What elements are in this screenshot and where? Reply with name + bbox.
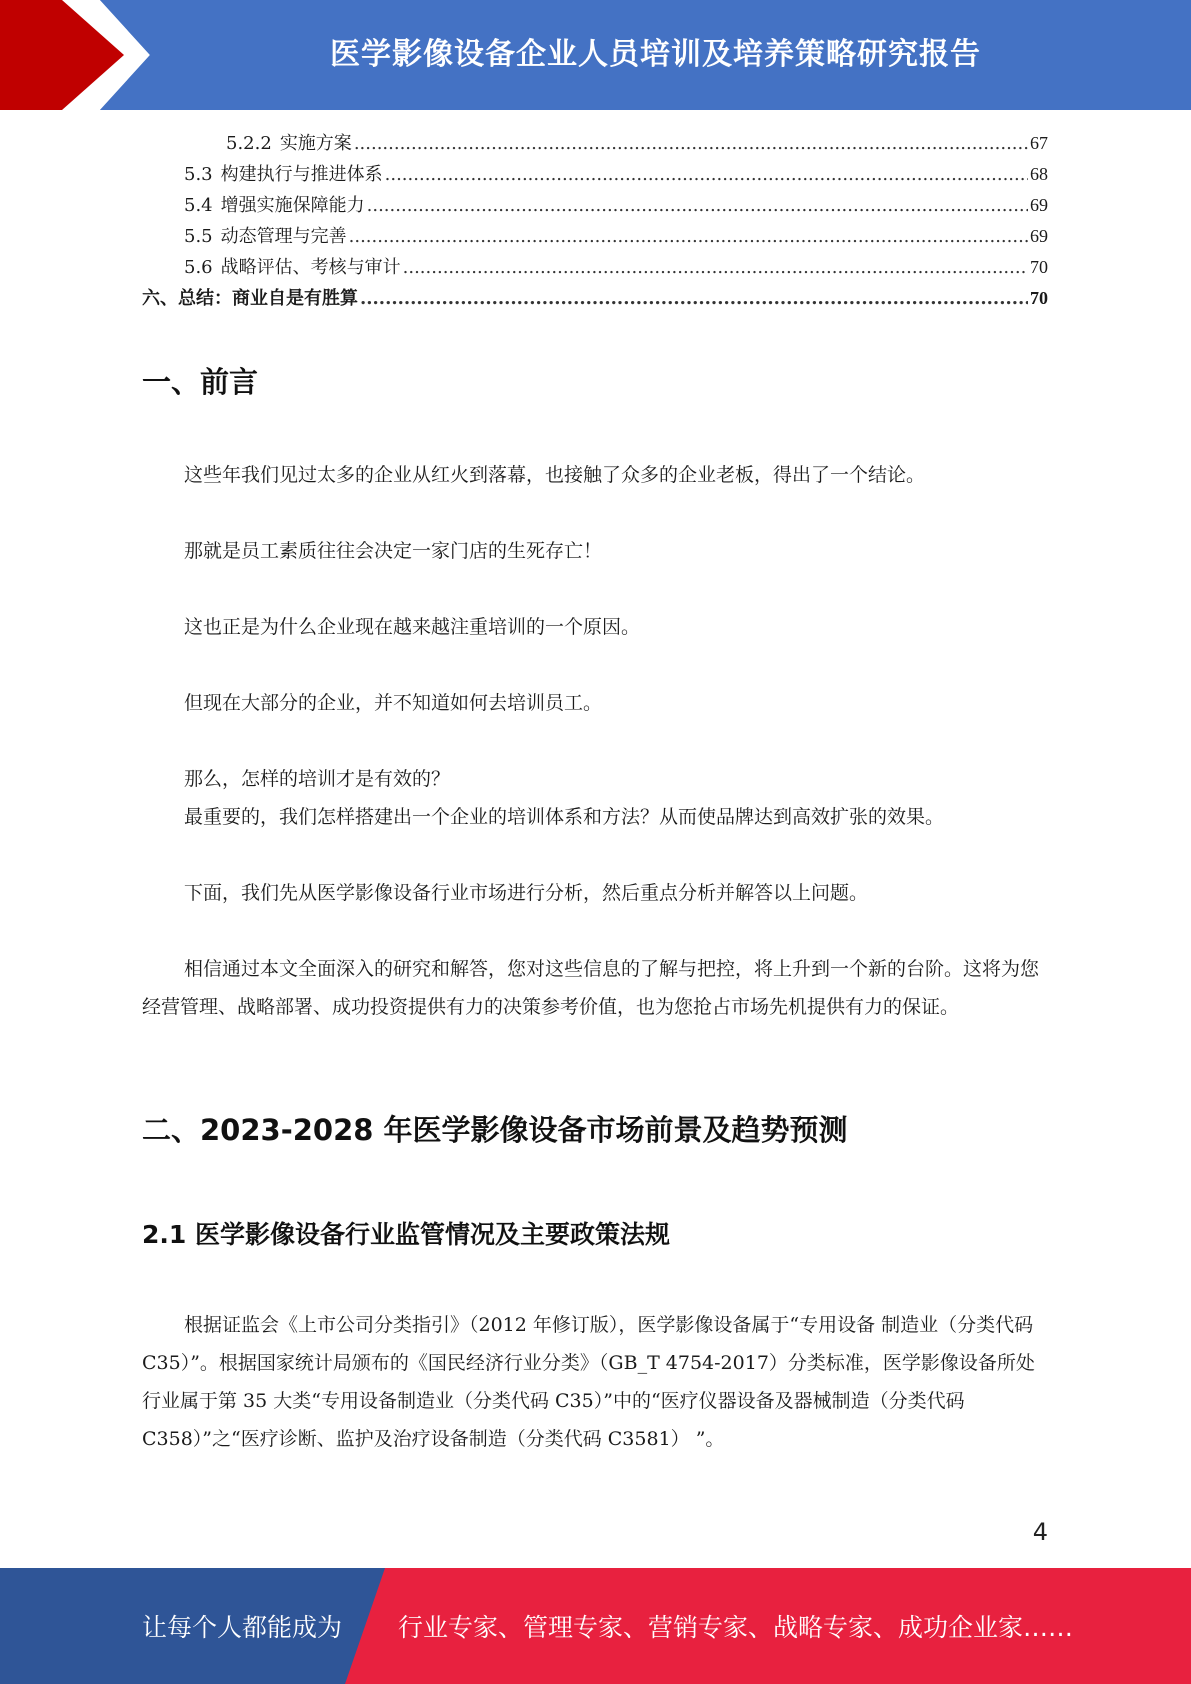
toc-entry[interactable]: [142, 190, 1048, 221]
toc-leader-dots: [367, 190, 1028, 221]
footer-slogan-left: 让每个人都能成为: [142, 1613, 343, 1642]
subsection-heading: 2.1 医学影像设备行业监管情况及主要政策法规: [142, 1220, 670, 1249]
toc-entry[interactable]: [142, 283, 1048, 314]
body-paragraph: 那就是员工素质往往会决定一家门店的生死存亡！: [184, 540, 603, 562]
toc-entry-label: 增强实施保障能力: [220, 195, 365, 216]
section-heading: 一、前言: [142, 365, 259, 399]
body-paragraph: 这些年我们见过太多的企业从红火到落幕，也接触了众多的企业老板，得出了一个结论。: [184, 464, 926, 486]
toc-entry-number: 5.2.2: [226, 133, 272, 154]
toc-entry[interactable]: [142, 128, 1048, 159]
toc-entry-number: 5.3: [184, 164, 213, 185]
toc-leader-dots: [403, 252, 1028, 283]
toc-entry-label: 战略评估、考核与审计: [220, 257, 401, 278]
toc-leader-dots: [385, 159, 1028, 190]
body-paragraph: 根据证监会《上市公司分类指引》（2012 年修订版），医学影像设备属于“专用设备 制造业（分类代码 C35）”。根据国家统计局颁布的《国民经济行业分类》（GB_T 4754-2017）分类标准，医学影像设备所处行业属于第 35 大类“专用设备制造业（分类代码 C35）”中的“医疗仪器设备及器械制造（分类代码 C358）”之“医疗诊断、监护及治疗设备制造（分类代码 C3581） ”。: [142, 1314, 1035, 1450]
body-paragraph: 那么，怎样的培训才是有效的？: [184, 768, 451, 790]
toc-entry-page: 67: [1030, 133, 1048, 153]
body-paragraph: 最重要的，我们怎样搭建出一个企业的培训体系和方法？从而使品牌达到高效扩张的效果。: [184, 806, 945, 828]
toc-entry[interactable]: [142, 221, 1048, 252]
toc-entry-page: 68: [1030, 164, 1048, 184]
toc-entry-page: 70: [1030, 257, 1048, 277]
toc-leader-dots: [349, 221, 1028, 252]
toc-entry-label: 动态管理与完善: [220, 226, 347, 247]
toc-entry-number: 5.6: [184, 257, 213, 278]
body-paragraph: 下面，我们先从医学影像设备行业市场进行分析，然后重点分析并解答以上问题。: [184, 882, 869, 904]
toc-leader-dots: [354, 128, 1028, 159]
toc-entry[interactable]: [142, 252, 1048, 283]
toc-entry-number: 5.5: [184, 226, 213, 247]
page-number: 4: [1032, 1518, 1048, 1546]
toc-entry-label: 构建执行与推进体系: [220, 164, 383, 185]
toc-leader-dots: [360, 283, 1028, 314]
toc-entry-label: 六、总结：商业自是有胜算: [142, 288, 358, 309]
report-title: 医学影像设备企业人员培训及培养策略研究报告: [330, 37, 981, 72]
toc-entry-label: 实施方案: [279, 133, 352, 154]
page-header: [0, 0, 1191, 110]
toc-entry-number: 5.4: [184, 195, 213, 216]
toc-entry[interactable]: [142, 159, 1048, 190]
body-paragraph: 相信通过本文全面深入的研究和解答，您对这些信息的了解与把控，将上升到一个新的台阶。这将为您经营管理、战略部署、成功投资提供有力的决策参考价值，也为您抢占市场先机提供有力的保证。: [142, 958, 1040, 1018]
footer-slogan-right: 行业专家、管理专家、营销专家、战略专家、成功企业家……: [398, 1613, 1074, 1642]
chevron-logo-icon: [0, 0, 160, 110]
toc-entry-page: 69: [1030, 195, 1048, 215]
table-of-contents: [142, 128, 1048, 314]
toc-entry-page: 70: [1030, 288, 1048, 308]
body-paragraph: 这也正是为什么企业现在越来越注重培训的一个原因。: [184, 616, 641, 638]
page-footer: [0, 1568, 1191, 1684]
body-paragraph: 但现在大部分的企业，并不知道如何去培训员工。: [184, 692, 603, 714]
section-heading: 二、2023-2028 年医学影像设备市场前景及趋势预测: [142, 1113, 848, 1147]
toc-entry-page: 69: [1030, 226, 1048, 246]
